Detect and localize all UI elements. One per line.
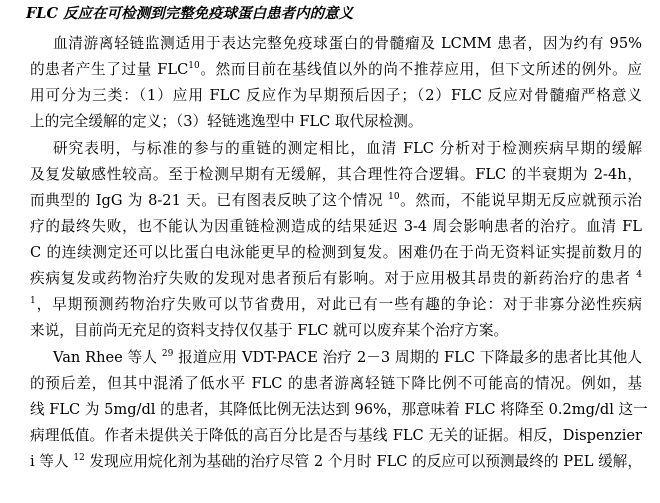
citation-superscript: 29: [161, 349, 174, 359]
citation-superscript: 4: [636, 270, 642, 280]
text-line: 的预后差，但其中混淆了低水平 FLC 的患者游离轻链下降比例不可能高的情况。例如，基: [30, 375, 642, 392]
text-line: i 等人 $^{12}$ 发现应用烷化剂为基础的治疗尽管 2 个月时 FLC 的反应可以预测最终的 PEL 缓解，: [30, 453, 642, 470]
citation-superscript: 1: [30, 296, 36, 306]
citation-superscript: 12: [73, 453, 85, 463]
text-line: 及复发敏感性较高。至于检测早期有无缓解，其合理性符合逻辑。FLC 的半衰期为 2-4h，: [30, 166, 642, 183]
text-line: 用可分为三类：（1）应用 FLC 反应作为早期预后因子；（2）FLC 反应对骨髓瘤严格意义: [30, 87, 642, 104]
text-line: 的患者产生了过量 FLC$^{10}$。然而目前在基线值以外的尚不推荐应用，但下文所述的例外。应: [30, 61, 642, 78]
text-line: 血清游离轻链监测适用于表达完整免疫球蛋白的骨髓瘤及 LCMM 患者，因为约有 95%: [53, 35, 642, 52]
text-line: 病理低值。作者未提供关于降低的高百分比是否与基线 FLC 无关的证据。相反，Dispenzier: [30, 427, 642, 444]
text-line: 来说，目前尚无充足的资料支持仅仅基于 FLC 就可以废弃某个治疗方案。: [30, 322, 509, 339]
citation-superscript: 10: [188, 61, 200, 71]
text-line: $^1$，早期预测药物治疗失败可以节省费用，对此已有一些有趣的争论：对于非寡分泌性疾病: [30, 296, 642, 313]
text-line: 疾病复发或药物治疗失败的发现对患者预后有影响。对于应用极其昂贵的新药治疗的患者 $^4$: [30, 270, 642, 287]
text-line: C 的连续测定还可以比蛋白电泳能更早的检测到复发。困难仍在于尚无资料证实提前数月的: [30, 244, 642, 261]
text-line: 上的完全缓解的定义；（3）轻链逃逸型中 FLC 取代尿检测。: [30, 113, 423, 130]
text-line: Van Rhee 等人 $^{29}$ 报道应用 VDT-PACE 治疗 2－3 周期的 FLC 下降最多的患者比其他人: [53, 349, 642, 366]
section-heading: FLC 反应在可检测到完整免疫球蛋白患者内的意义: [26, 5, 354, 22]
text-line: 疗的最终失败，也不能认为因重链检测造成的结果延迟 3-4 周会影响患者的治疗。血清 FL: [30, 218, 642, 235]
text-line: 线 FLC 为 5mg/dl 的患者，其降低比例无法达到 96%，那意味着 FLC 将降至 0.2mg/dl 这一: [30, 401, 648, 418]
citation-superscript: 10: [388, 192, 400, 202]
text-line: 而典型的 IgG 为 8-21 天。已有图表反映了这个情况 $^{10}$。然而，不能说早期无反应就预示治: [30, 192, 642, 209]
text-line: 研究表明，与标准的参与的重链的测定相比，血清 FLC 分析对于检测疾病早期的缓解: [53, 140, 642, 157]
